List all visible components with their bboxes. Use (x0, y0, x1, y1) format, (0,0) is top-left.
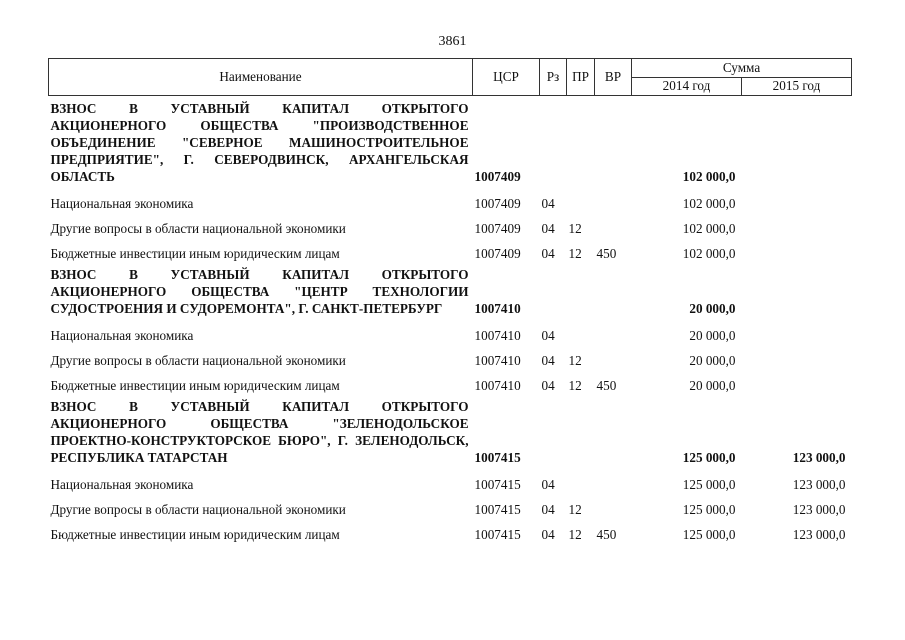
row-name: Национальная экономика (50, 196, 194, 211)
row-rz: 04 (541, 527, 555, 542)
row-rz: 04 (541, 353, 555, 368)
section-csr: 1007410 (474, 301, 521, 316)
table-row (49, 344, 852, 369)
row-name: Бюджетные инвестиции иным юридическим лицам (50, 378, 340, 393)
header-year-2014: 2014 год (632, 77, 742, 96)
row-vr (595, 493, 632, 518)
row-pr (567, 468, 595, 493)
section-heading-row (49, 96, 852, 188)
row-sum-2014: 125 000,0 (682, 527, 736, 542)
table-row (49, 493, 852, 518)
row-sum-2014: 20 000,0 (689, 328, 736, 343)
row-sum-2015 (742, 212, 852, 237)
header-year-2015: 2015 год (742, 77, 852, 96)
table-body (49, 96, 852, 544)
row-csr: 1007409 (474, 196, 521, 211)
row-pr: 12 (568, 527, 582, 542)
row-pr: 12 (568, 502, 582, 517)
section-sum-2014: 102 000,0 (682, 169, 736, 184)
row-vr: 450 (596, 246, 617, 261)
row-csr: 1007415 (474, 502, 521, 517)
row-rz: 04 (541, 221, 555, 236)
section-heading-row (49, 394, 852, 468)
row-sum-2015 (742, 344, 852, 369)
section-title: ВЗНОС В УСТАВНЫЙ КАПИТАЛ ОТКРЫТОГО АКЦИОНЕРНОГО ОБЩЕСТВА "ПРОИЗВОДСТВЕННОЕ ОБЪЕДИНЕНИЕ "СЕВЕРНОЕ МАШИНОСТРОИТЕЛЬНОЕ ПРЕДПРИЯТИЕ", Г. СЕВЕРОДВИНСК, АРХАНГЕЛЬСКАЯ ОБЛАСТЬ (50, 101, 469, 184)
row-pr: 12 (568, 378, 582, 393)
table-header (49, 59, 852, 96)
header-sum: Сумма (632, 59, 852, 78)
row-name: Другие вопросы в области национальной экономики (50, 353, 346, 368)
row-name: Национальная экономика (50, 477, 194, 492)
row-csr: 1007410 (474, 353, 521, 368)
section-title: ВЗНОС В УСТАВНЫЙ КАПИТАЛ ОТКРЫТОГО АКЦИОНЕРНОГО ОБЩЕСТВА "ЦЕНТР ТЕХНОЛОГИИ СУДОСТРОЕНИЯ И СУДОРЕМОНТА", Г. САНКТ-ПЕТЕРБУРГ (50, 267, 469, 316)
row-csr: 1007410 (474, 328, 521, 343)
row-rz: 04 (541, 246, 555, 261)
table-row (49, 237, 852, 262)
header-rz: Рз (540, 59, 567, 96)
section-sum-2015 (742, 96, 852, 188)
row-csr: 1007415 (474, 477, 521, 492)
section-csr: 1007409 (474, 169, 521, 184)
row-sum-2015 (742, 369, 852, 394)
header-csr: ЦСР (473, 59, 540, 96)
row-vr (595, 344, 632, 369)
row-pr: 12 (568, 221, 582, 236)
section-title: ВЗНОС В УСТАВНЫЙ КАПИТАЛ ОТКРЫТОГО АКЦИОНЕРНОГО ОБЩЕСТВА "ЗЕЛЕНОДОЛЬСКОЕ ПРОЕКТНО-КОНСТРУКТОРСКОЕ БЮРО", Г. ЗЕЛЕНОДОЛЬСК, РЕСПУБЛИКА ТАТАРСТАН (50, 399, 469, 465)
row-rz: 04 (541, 477, 555, 492)
table-row (49, 468, 852, 493)
row-sum-2015: 123 000,0 (792, 477, 846, 492)
row-rz: 04 (541, 502, 555, 517)
row-sum-2015 (742, 237, 852, 262)
page-number: 3861 (438, 34, 467, 49)
section-sum-2014: 125 000,0 (682, 450, 736, 465)
row-vr (595, 212, 632, 237)
row-rz: 04 (541, 196, 555, 211)
row-vr: 450 (596, 378, 617, 393)
table-row (49, 518, 852, 543)
row-sum-2014: 125 000,0 (682, 502, 736, 517)
row-csr: 1007415 (474, 527, 521, 542)
row-sum-2014: 102 000,0 (682, 246, 736, 261)
section-csr: 1007415 (474, 450, 521, 465)
row-sum-2014: 102 000,0 (682, 196, 736, 211)
row-sum-2014: 125 000,0 (682, 477, 736, 492)
row-pr: 12 (568, 246, 582, 261)
budget-sheet (48, 58, 851, 543)
row-sum-2014: 20 000,0 (689, 353, 736, 368)
row-pr (567, 319, 595, 344)
table-row (49, 319, 852, 344)
row-name: Другие вопросы в области национальной экономики (50, 502, 346, 517)
row-name: Бюджетные инвестиции иным юридическим лицам (50, 527, 340, 542)
row-sum-2015 (742, 187, 852, 212)
row-vr (595, 187, 632, 212)
row-sum-2015: 123 000,0 (792, 502, 846, 517)
budget-table (48, 58, 852, 543)
header-vr: ВР (595, 59, 632, 96)
header-name: Наименование (49, 59, 473, 96)
row-sum-2014: 20 000,0 (689, 378, 736, 393)
row-pr: 12 (568, 353, 582, 368)
row-sum-2015 (742, 319, 852, 344)
row-rz: 04 (541, 378, 555, 393)
row-csr: 1007410 (474, 378, 521, 393)
row-vr (595, 319, 632, 344)
section-heading-row (49, 262, 852, 319)
row-vr (595, 468, 632, 493)
row-sum-2014: 102 000,0 (682, 221, 736, 236)
row-name: Национальная экономика (50, 328, 194, 343)
row-sum-2015: 123 000,0 (792, 527, 846, 542)
section-sum-2014: 20 000,0 (689, 301, 736, 316)
section-sum-2015: 123 000,0 (792, 450, 846, 465)
row-csr: 1007409 (474, 246, 521, 261)
row-csr: 1007409 (474, 221, 521, 236)
row-name: Бюджетные инвестиции иным юридическим лицам (50, 246, 340, 261)
row-name: Другие вопросы в области национальной экономики (50, 221, 346, 236)
table-row (49, 187, 852, 212)
row-vr: 450 (596, 527, 617, 542)
row-pr (567, 187, 595, 212)
header-pr: ПР (567, 59, 595, 96)
table-row (49, 369, 852, 394)
row-rz: 04 (541, 328, 555, 343)
section-sum-2015 (742, 262, 852, 319)
table-row (49, 212, 852, 237)
